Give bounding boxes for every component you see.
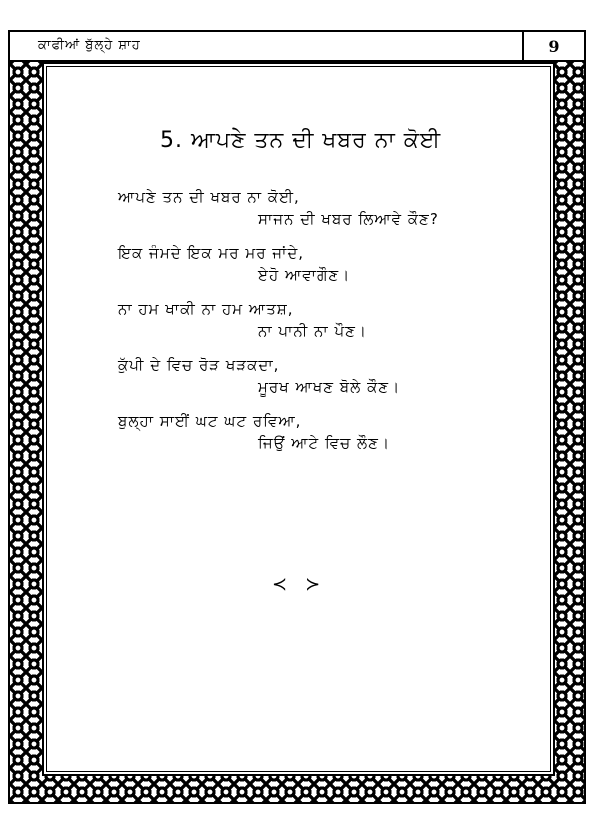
page-number: 9: [548, 37, 560, 56]
stanza-5-line-1: ਬੁਲ੍ਹਾ ਸਾਈਂ ਘਟ ਘਟ ਰਵਿਆ,: [118, 412, 302, 430]
stanza-4-line-1: ਕੁੱਪੀ ਦੇ ਵਿਚ ਰੋੜ ਖੜਕਦਾ,: [118, 356, 280, 374]
stanza-2-line-2: ਏਹੋ ਆਵਾਗੌਣ।: [258, 266, 351, 284]
page-navigation: [272, 574, 320, 595]
prev-page-icon[interactable]: ≺: [272, 574, 288, 595]
stanza-4-line-2: ਮੂਰਖ ਆਖਣ ਬੋਲੇ ਕੌਣ।: [258, 378, 401, 396]
running-title: ਕਾਫੀਆਂ ਬੁੱਲ੍ਹੇ ਸ਼ਾਹ: [38, 38, 141, 53]
stanza-2-line-1: ਇਕ ਜੰਮਦੇ ਇਕ ਮਰ ਮਰ ਜਾਂਦੇ,: [118, 244, 305, 262]
stanza-1-line-1: ਆਪਣੇ ਤਨ ਦੀ ਖਬਰ ਨਾ ਕੋਈ,: [118, 188, 300, 206]
poem-title: 5. ਆਪਣੇ ਤਨ ਦੀ ਖਬਰ ਨਾ ਕੋਈ: [160, 128, 442, 153]
stanza-3-line-2: ਨਾ ਪਾਨੀ ਨਾ ਪੌਣ।: [258, 322, 368, 340]
stanza-5-line-2: ਜਿਉਂ ਆਟੇ ਵਿਚ ਲੌਣ।: [258, 434, 391, 452]
stanza-1-line-2: ਸਾਜਨ ਦੀ ਖਬਰ ਲਿਆਵੇ ਕੌਣ?: [258, 210, 439, 228]
stanza-3-line-1: ਨਾ ਹਮ ਖਾਕੀ ਨਾ ਹਮ ਆਤਸ਼,: [118, 300, 294, 318]
next-page-icon[interactable]: ≻: [305, 574, 321, 595]
